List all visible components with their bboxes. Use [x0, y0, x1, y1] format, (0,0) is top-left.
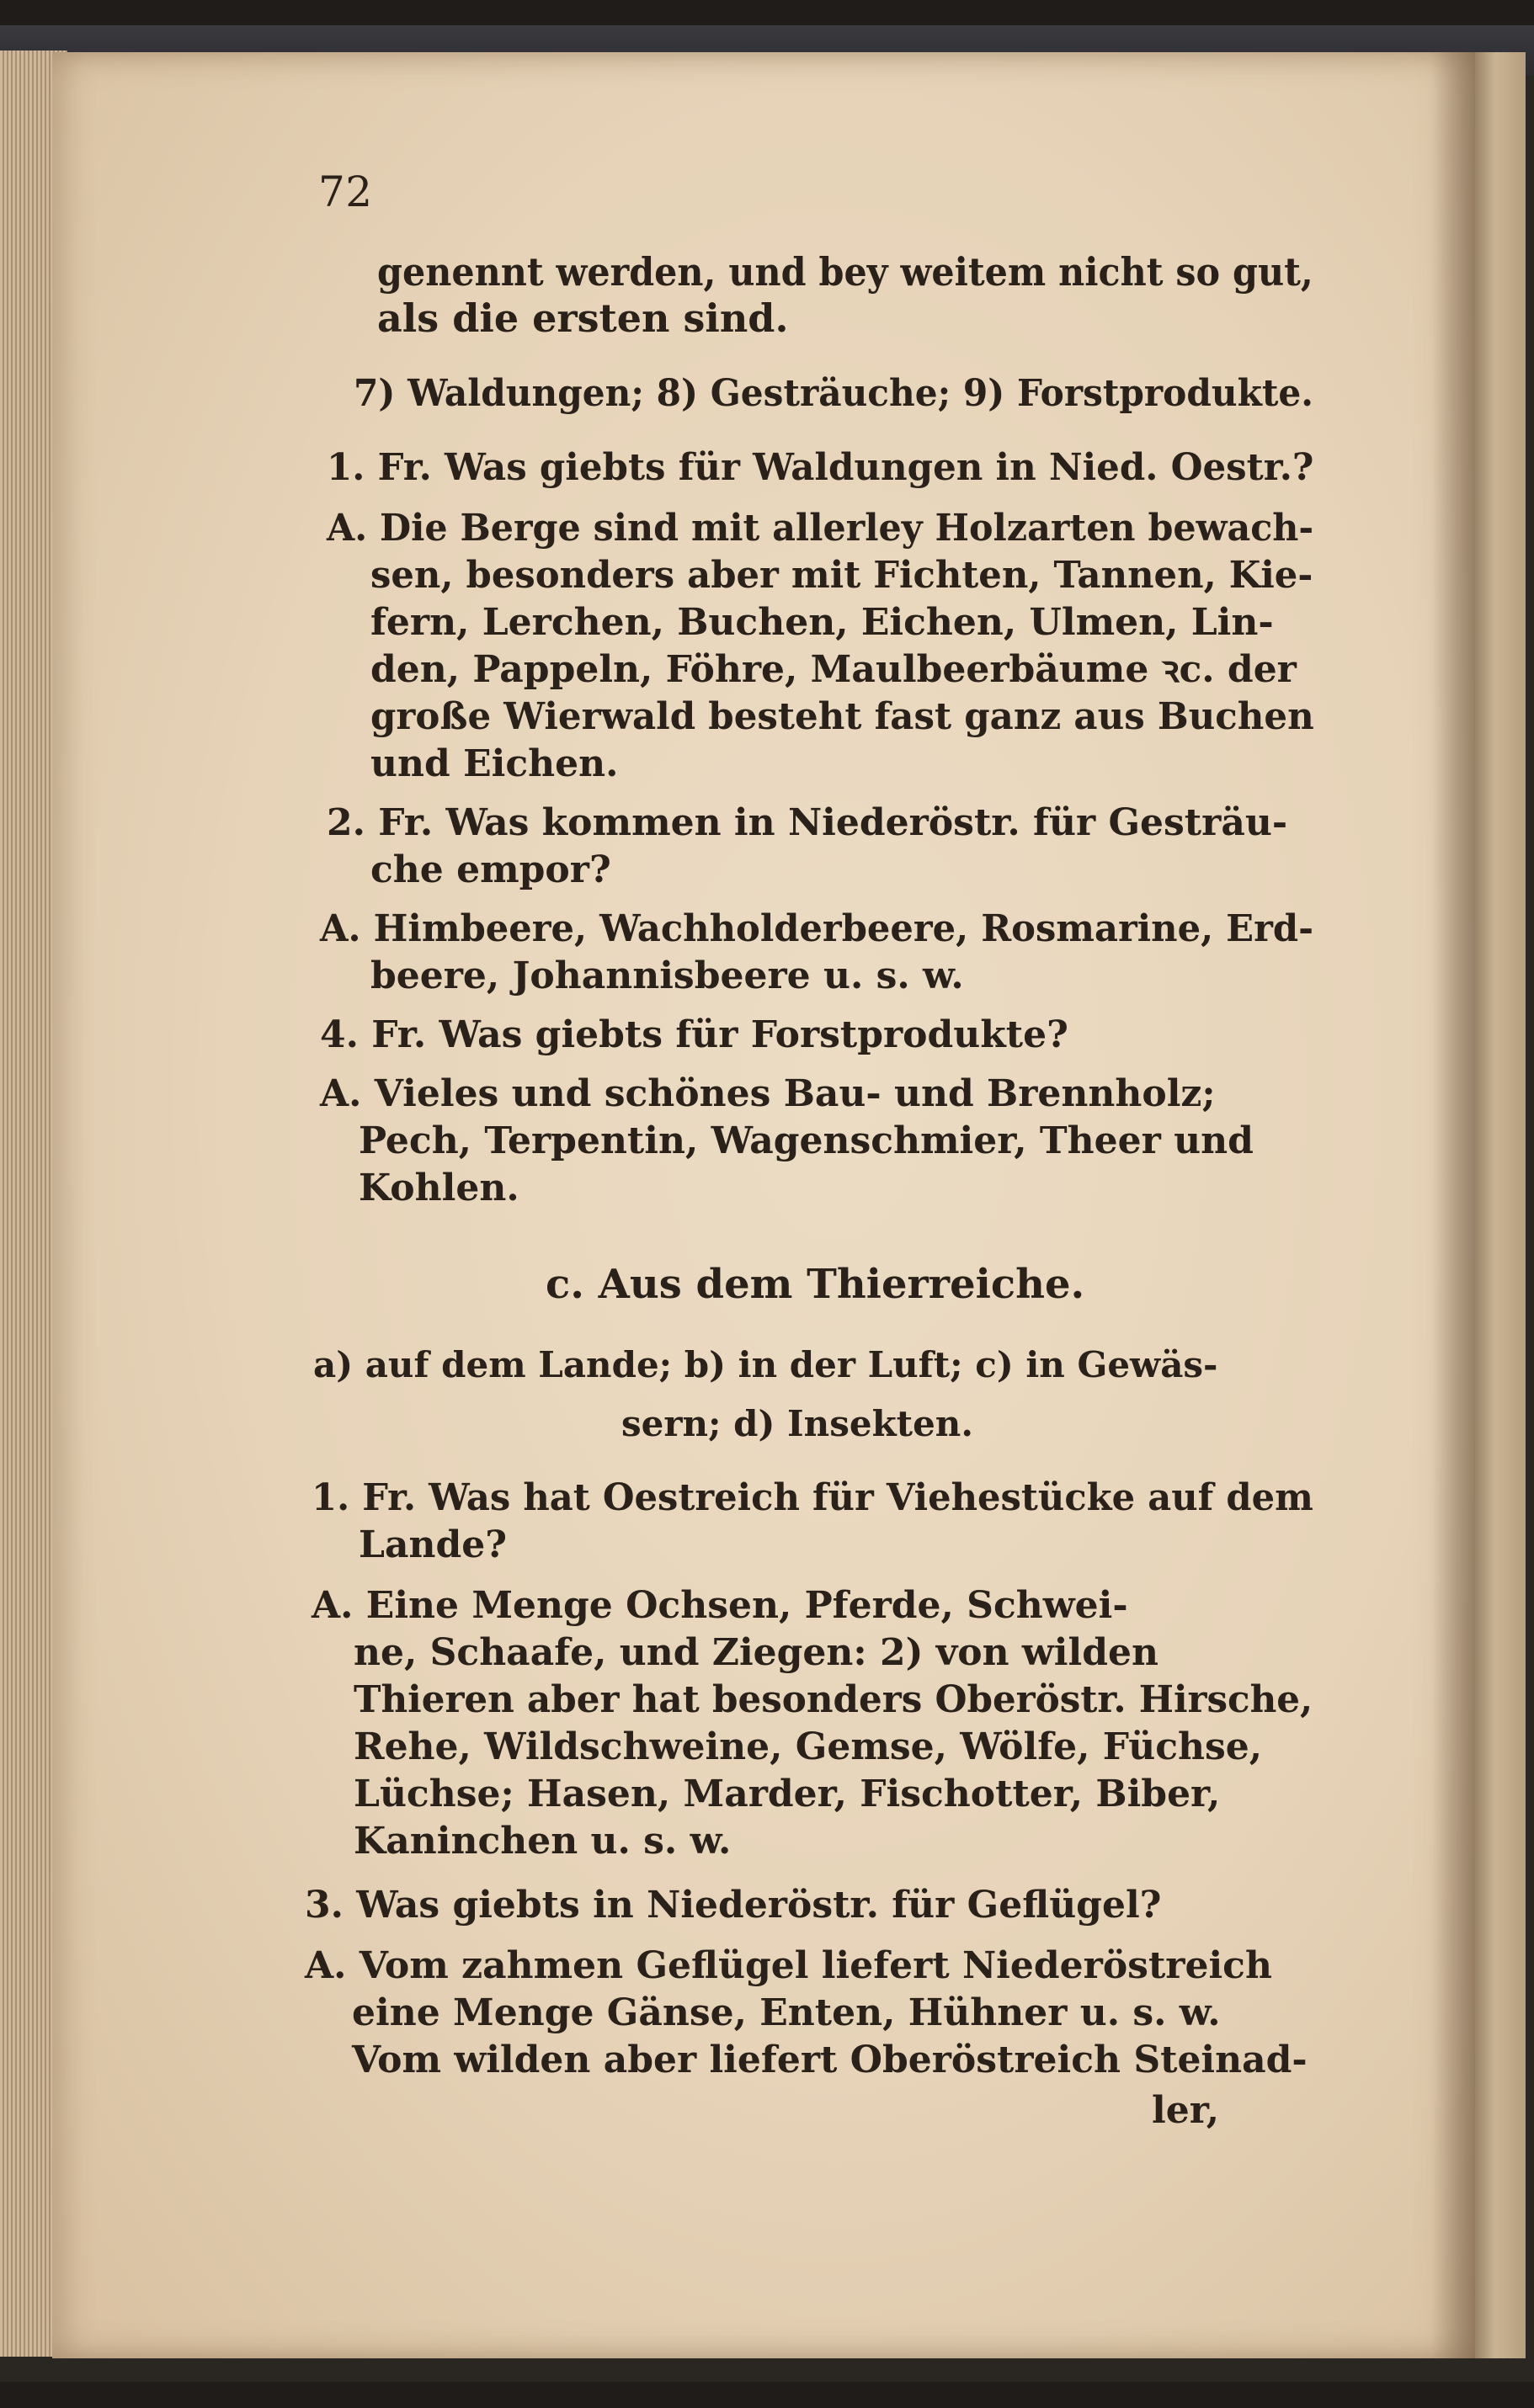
text-line: A. Himbeere, Wachholderbeere, Rosmarine, Erd-	[320, 907, 1314, 950]
page-number: 72	[318, 167, 373, 216]
text-line: a) auf dem Lande; b) in der Luft; c) in Gewäs-	[313, 1344, 1218, 1385]
text-line: 1. Fr. Was giebts für Waldungen in Nied. Oestr.?	[327, 446, 1314, 489]
text-line: A. Vom zahmen Geflügel liefert Niederöstreich	[305, 1944, 1272, 1987]
text-line: 1. Fr. Was hat Oestreich für Viehestücke auf dem	[312, 1476, 1313, 1519]
text-line: Lüchse; Hasen, Marder, Fischotter, Biber,	[354, 1773, 1221, 1815]
text-line: Lande?	[359, 1523, 507, 1566]
text-line: che empor?	[370, 848, 611, 891]
gutter-shadow	[1431, 52, 1482, 2358]
text-line: Rehe, Wildschweine, Gemse, Wölfe, Füchse,	[354, 1725, 1263, 1768]
text-line: eine Menge Gänse, Enten, Hühner u. s. w.	[352, 1991, 1221, 2034]
text-line: Kohlen.	[359, 1167, 519, 1209]
text-line: als die ersten sind.	[377, 295, 789, 341]
text-line: Vom wilden aber liefert Oberöstreich Steinad-	[352, 2039, 1308, 2081]
text-line: A. Eine Menge Ochsen, Pferde, Schwei-	[312, 1584, 1128, 1627]
text-line: A. Die Berge sind mit allerley Holzarten bewach-	[327, 507, 1314, 550]
text-line: Kaninchen u. s. w.	[354, 1820, 732, 1863]
text-line: sen, besonders aber mit Fichten, Tannen, Kie-	[370, 554, 1313, 597]
text-line: Thieren aber hat besonders Oberöstr. Hirsche,	[354, 1678, 1313, 1721]
text-line: Pech, Terpentin, Wagenschmier, Theer und	[359, 1119, 1254, 1162]
text-line: und Eichen.	[370, 742, 619, 785]
text-line: 3. Was giebts in Niederöstr. für Geflügel?	[305, 1884, 1162, 1927]
text-line: genennt werden, und bey weitem nicht so gut,	[377, 249, 1313, 295]
text-line: 7) Waldungen; 8) Gesträuche; 9) Forstprodukte.	[354, 372, 1313, 415]
text-line: 2. Fr. Was kommen in Niederöstr. für Gesträu-	[327, 801, 1288, 844]
catchword: ler,	[1152, 2089, 1220, 2132]
text-line: große Wierwald besteht fast ganz aus Buchen	[370, 695, 1314, 738]
text-line: fern, Lerchen, Buchen, Eichen, Ulmen, Lin-	[370, 601, 1274, 644]
text-line: A. Vieles und schönes Bau- und Brennholz;	[320, 1072, 1216, 1115]
text-line: sern; d) Insekten.	[621, 1403, 973, 1444]
section-heading: c. Aus dem Thierreiche.	[546, 1261, 1085, 1308]
text-line: ne, Schaafe, und Ziegen: 2) von wilden	[354, 1631, 1158, 1674]
text-line: 4. Fr. Was giebts für Forstprodukte?	[320, 1013, 1068, 1056]
next-page-edge	[1475, 52, 1526, 2358]
text-line: den, Pappeln, Föhre, Maulbeerbäume ꝛc. der	[370, 648, 1297, 691]
text-line: beere, Johannisbeere u. s. w.	[370, 954, 964, 997]
